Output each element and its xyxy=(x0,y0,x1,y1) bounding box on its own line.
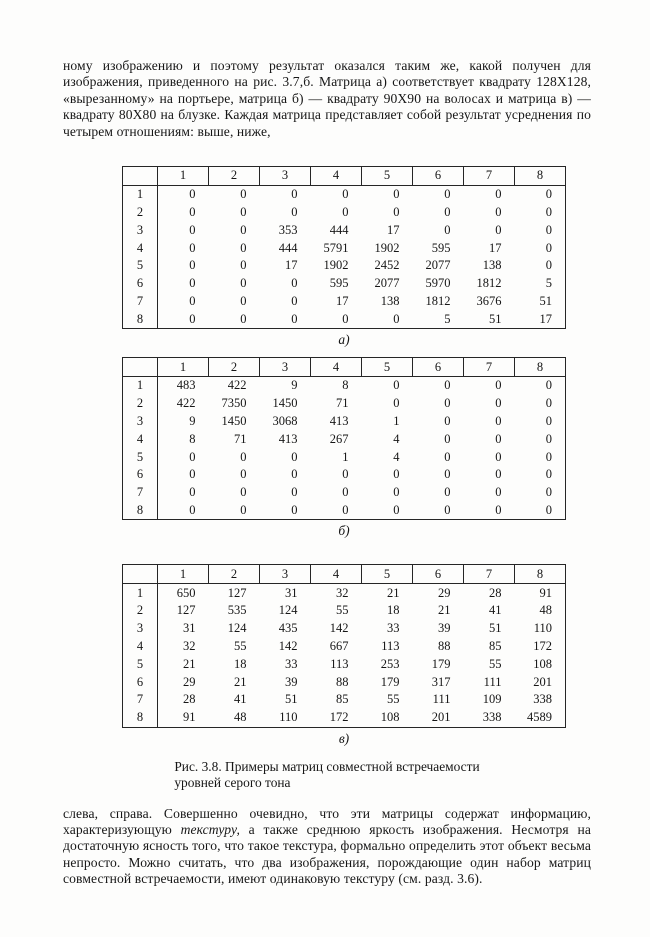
matrix-cell: 108 xyxy=(380,710,400,725)
matrix-cell: 0 xyxy=(393,396,400,411)
matrix-cell: 0 xyxy=(189,187,196,202)
matrix-cell: 138 xyxy=(380,294,400,308)
matrix-cell: 18 xyxy=(234,656,247,671)
matrix-cell: 55 xyxy=(336,603,349,618)
matrix-cell: 127 xyxy=(227,585,247,600)
matrix-row xyxy=(123,377,566,395)
matrix-row-header: 1 xyxy=(123,185,158,203)
matrix-cell: 1902 xyxy=(323,258,349,273)
matrix-cell: 413 xyxy=(329,413,349,428)
matrix-cell: 0 xyxy=(495,431,502,446)
matrix-cell: 21 xyxy=(234,674,247,689)
matrix-cell: 0 xyxy=(240,294,247,308)
matrix-corner-cell xyxy=(123,167,158,186)
matrix-cell: 0 xyxy=(495,467,502,482)
matrix-cell: 253 xyxy=(380,656,400,671)
matrix-cell: 0 xyxy=(240,467,247,482)
matrix-cell: 0 xyxy=(444,205,451,220)
matrix-row xyxy=(123,602,566,620)
matrix-cell: 0 xyxy=(342,467,349,482)
matrix-cell: 39 xyxy=(285,674,298,689)
cooccurrence-matrix-a xyxy=(122,166,566,329)
matrix-cell: 353 xyxy=(278,222,298,237)
matrix-cell: 85 xyxy=(489,638,502,653)
matrix-row-header: 4 xyxy=(123,638,158,656)
matrix-cell: 0 xyxy=(240,205,247,220)
matrix-cell: 142 xyxy=(329,621,349,636)
matrix-cell: 5 xyxy=(545,276,552,291)
matrix-cell: 21 xyxy=(387,585,400,600)
matrix-cell: 7350 xyxy=(221,396,247,411)
matrix-cell: 2452 xyxy=(374,258,400,273)
matrix-cell: 32 xyxy=(336,585,349,600)
matrix-cell: 109 xyxy=(482,692,502,707)
matrix-block-a xyxy=(63,166,591,348)
matrix-cell: 0 xyxy=(240,485,247,500)
matrix-row xyxy=(123,691,566,709)
matrix-cell: 0 xyxy=(189,311,196,326)
matrix-row xyxy=(123,221,566,239)
matrix-cell: 0 xyxy=(342,205,349,220)
matrix-cell: 0 xyxy=(342,187,349,202)
matrix-col-header: 3 xyxy=(260,565,311,584)
matrix-row-header: 1 xyxy=(123,584,158,602)
matrix-cell: 0 xyxy=(444,378,451,393)
matrix-cell: 0 xyxy=(189,449,196,464)
matrix-cell: 0 xyxy=(189,222,196,237)
matrix-cell: 0 xyxy=(291,449,298,464)
figure-3-8 xyxy=(63,166,591,792)
matrix-cell: 0 xyxy=(495,396,502,411)
matrix-col-header: 4 xyxy=(311,167,362,186)
matrix-row-header: 6 xyxy=(123,466,158,484)
matrix-cell: 595 xyxy=(329,276,349,291)
matrix-cell: 0 xyxy=(444,502,451,517)
matrix-cell: 0 xyxy=(545,187,552,202)
matrix-cell: 124 xyxy=(278,603,298,618)
matrix-row xyxy=(123,430,566,448)
matrix-cell: 55 xyxy=(234,638,247,653)
matrix-cell: 0 xyxy=(495,205,502,220)
matrix-cell: 0 xyxy=(291,467,298,482)
matrix-label-a: а) xyxy=(338,332,350,348)
matrix-cell: 0 xyxy=(545,205,552,220)
matrix-cell: 91 xyxy=(183,710,196,725)
matrix-cell: 9 xyxy=(189,413,196,428)
matrix-cell: 48 xyxy=(234,710,247,725)
matrix-row-header: 6 xyxy=(123,673,158,691)
matrix-cell: 3676 xyxy=(476,294,502,308)
matrix-cell: 483 xyxy=(176,378,196,393)
matrix-row xyxy=(123,584,566,602)
matrix-cell: 113 xyxy=(381,638,400,653)
matrix-cell: 0 xyxy=(189,240,196,255)
matrix-cell: 0 xyxy=(545,449,552,464)
matrix-col-header: 8 xyxy=(515,565,566,584)
matrix-col-header: 5 xyxy=(362,167,413,186)
matrix-cell: 0 xyxy=(545,467,552,482)
matrix-cell: 0 xyxy=(240,502,247,517)
matrix-row-header: 5 xyxy=(123,655,158,673)
matrix-cell: 535 xyxy=(227,603,247,618)
matrix-cell: 41 xyxy=(234,692,247,707)
matrix-col-header: 2 xyxy=(209,358,260,377)
matrix-cell: 31 xyxy=(285,585,298,600)
matrix-cell: 444 xyxy=(278,240,298,255)
matrix-cell: 201 xyxy=(533,674,552,689)
matrix-cell: 0 xyxy=(240,240,247,255)
matrix-cell: 0 xyxy=(240,258,247,273)
matrix-row xyxy=(123,310,566,328)
matrix-row xyxy=(123,448,566,466)
matrix-label-v: в) xyxy=(338,730,350,746)
matrix-cell: 17 xyxy=(285,258,298,273)
matrix-cell: 17 xyxy=(489,240,502,255)
matrix-cell: 0 xyxy=(189,276,196,291)
matrix-row-header: 8 xyxy=(123,502,158,520)
matrix-cell: 0 xyxy=(393,311,400,326)
matrix-cell: 0 xyxy=(545,396,552,411)
matrix-cell: 0 xyxy=(495,378,502,393)
matrix-row-header: 5 xyxy=(123,257,158,275)
matrix-row-header: 2 xyxy=(123,204,158,222)
matrix-row-header: 7 xyxy=(123,484,158,502)
paragraph-top: ному изображению и поэтому результат оказался таким же, какой получен для изображения, приведенного на рис. 3.7,б. Матрица а) соответствует квадрату 128X128, «вырезанному» на портьере, матрица б) — квадрату 90X90 на волосах и матрица в) — квадрату 80X80 на блузке. Каждая матрица представляет собой результат усреднения по четырем отношениям: выше, ниже, xyxy=(63,58,591,139)
matrix-row-header: 7 xyxy=(123,691,158,709)
matrix-cell: 595 xyxy=(431,240,451,255)
matrix-cell: 0 xyxy=(444,187,451,202)
matrix-cell: 267 xyxy=(329,431,349,446)
matrix-cell: 33 xyxy=(285,656,298,671)
matrix-cell: 110 xyxy=(533,621,552,636)
matrix-cell: 48 xyxy=(539,603,552,618)
matrix-cell: 422 xyxy=(176,396,196,411)
matrix-cell: 0 xyxy=(240,449,247,464)
matrix-cell: 0 xyxy=(495,187,502,202)
matrix-cell: 85 xyxy=(336,692,349,707)
matrix-cell: 39 xyxy=(438,621,451,636)
matrix-row-header: 6 xyxy=(123,275,158,293)
matrix-row-header: 4 xyxy=(123,430,158,448)
matrix-header-row xyxy=(123,167,566,186)
matrix-cell: 0 xyxy=(393,502,400,517)
matrix-cell: 0 xyxy=(545,258,552,273)
matrix-row xyxy=(123,275,566,293)
matrix-cell: 0 xyxy=(545,502,552,517)
matrix-cell: 18 xyxy=(387,603,400,618)
matrix-cell: 0 xyxy=(189,205,196,220)
matrix-col-header: 6 xyxy=(413,565,464,584)
matrix-cell: 1902 xyxy=(374,240,400,255)
matrix-row-header: 3 xyxy=(123,413,158,431)
matrix-cell: 0 xyxy=(495,449,502,464)
matrix-cell: 0 xyxy=(189,502,196,517)
matrix-cell: 51 xyxy=(489,311,502,326)
matrix-cell: 0 xyxy=(444,431,451,446)
matrix-cell: 138 xyxy=(482,258,502,273)
matrix-cell: 2077 xyxy=(425,258,451,273)
matrix-cell: 0 xyxy=(342,311,349,326)
matrix-col-header: 3 xyxy=(260,167,311,186)
matrix-cell: 17 xyxy=(336,294,349,308)
matrix-cell: 0 xyxy=(342,485,349,500)
matrix-cell: 88 xyxy=(336,674,349,689)
matrix-cell: 0 xyxy=(342,502,349,517)
matrix-cell: 108 xyxy=(533,656,552,671)
matrix-cell: 0 xyxy=(393,187,400,202)
matrix-row xyxy=(123,466,566,484)
matrix-row xyxy=(123,257,566,275)
matrix-row xyxy=(123,638,566,656)
matrix-cell: 55 xyxy=(489,656,502,671)
matrix-cell: 91 xyxy=(539,585,552,600)
matrix-cell: 0 xyxy=(189,294,196,308)
matrix-header-row xyxy=(123,358,566,377)
matrix-row xyxy=(123,293,566,311)
matrix-col-header: 8 xyxy=(515,358,566,377)
matrix-cell: 0 xyxy=(240,276,247,291)
matrix-cell: 0 xyxy=(545,485,552,500)
matrix-row xyxy=(123,620,566,638)
paragraph-bottom-part1: слева, справа. Совершенно очевидно, что эти матрицы содержат информацию, характеризующую xyxy=(63,805,591,837)
matrix-cell: 1812 xyxy=(425,294,451,308)
matrix-cell: 338 xyxy=(482,710,502,725)
figure-caption-line2: уровней серого тона xyxy=(174,775,291,791)
matrix-col-header: 6 xyxy=(413,358,464,377)
matrix-cell: 0 xyxy=(495,222,502,237)
matrix-cell: 0 xyxy=(189,258,196,273)
matrix-cell: 0 xyxy=(545,413,552,428)
matrix-col-header: 1 xyxy=(158,565,209,584)
matrix-col-header: 2 xyxy=(209,565,260,584)
matrix-cell: 0 xyxy=(393,378,400,393)
matrix-cell: 435 xyxy=(278,621,298,636)
matrix-block-b xyxy=(63,357,591,539)
matrix-row-header: 8 xyxy=(123,310,158,328)
matrix-row-header: 3 xyxy=(123,620,158,638)
matrix-col-header: 4 xyxy=(311,358,362,377)
matrix-cell: 29 xyxy=(183,674,196,689)
matrix-cell: 5970 xyxy=(425,276,451,291)
matrix-cell: 422 xyxy=(227,378,247,393)
matrix-col-header: 3 xyxy=(260,358,311,377)
matrix-row-header: 8 xyxy=(123,709,158,727)
matrix-cell: 1450 xyxy=(221,413,247,428)
matrix-cell: 4589 xyxy=(527,710,552,725)
matrix-col-header: 5 xyxy=(362,565,413,584)
matrix-row xyxy=(123,502,566,520)
matrix-cell: 0 xyxy=(393,467,400,482)
matrix-cell: 71 xyxy=(234,431,247,446)
matrix-cell: 55 xyxy=(387,692,400,707)
matrix-cell: 0 xyxy=(189,467,196,482)
matrix-cell: 201 xyxy=(431,710,451,725)
term-texture-italic: текстуру, xyxy=(180,821,240,837)
matrix-row-header: 4 xyxy=(123,239,158,257)
matrix-cell: 71 xyxy=(336,396,349,411)
matrix-cell: 51 xyxy=(285,692,298,707)
matrix-cell: 3068 xyxy=(272,413,298,428)
matrix-cell: 0 xyxy=(291,276,298,291)
matrix-cell: 28 xyxy=(489,585,502,600)
matrix-cell: 0 xyxy=(444,449,451,464)
matrix-cell: 0 xyxy=(495,413,502,428)
matrix-cell: 0 xyxy=(189,485,196,500)
matrix-cell: 9 xyxy=(291,378,298,393)
matrix-cell: 110 xyxy=(279,710,298,725)
matrix-cell: 1 xyxy=(342,449,349,464)
matrix-cell: 111 xyxy=(483,674,502,689)
matrix-cell: 0 xyxy=(240,222,247,237)
matrix-cell: 17 xyxy=(387,222,400,237)
matrix-row-header: 2 xyxy=(123,602,158,620)
matrix-cell: 0 xyxy=(545,378,552,393)
matrix-col-header: 5 xyxy=(362,358,413,377)
figure-caption-line1: Рис. 3.8. Примеры матриц совместной встречаемости xyxy=(174,758,480,774)
matrix-cell: 8 xyxy=(342,378,349,393)
matrix-col-header: 7 xyxy=(464,167,515,186)
matrix-col-header: 2 xyxy=(209,167,260,186)
matrix-cell: 1450 xyxy=(272,396,298,411)
matrix-cell: 5791 xyxy=(323,240,349,255)
figure-caption xyxy=(174,759,479,792)
matrix-corner-cell xyxy=(123,358,158,377)
matrix-cell: 0 xyxy=(444,413,451,428)
matrix-row xyxy=(123,239,566,257)
matrix-row-header: 5 xyxy=(123,448,158,466)
matrix-cell: 0 xyxy=(444,396,451,411)
matrix-cell: 33 xyxy=(387,621,400,636)
matrix-cell: 0 xyxy=(545,431,552,446)
matrix-cell: 0 xyxy=(291,485,298,500)
matrix-label-b: б) xyxy=(338,523,350,539)
matrix-cell: 0 xyxy=(240,187,247,202)
matrix-row-header: 2 xyxy=(123,395,158,413)
matrix-cell: 650 xyxy=(176,585,196,600)
matrix-cell: 4 xyxy=(393,449,400,464)
matrix-cell: 179 xyxy=(380,674,400,689)
matrix-cell: 32 xyxy=(183,638,196,653)
matrix-cell: 0 xyxy=(545,240,552,255)
matrix-row xyxy=(123,204,566,222)
matrix-col-header: 4 xyxy=(311,565,362,584)
matrix-cell: 444 xyxy=(329,222,349,237)
matrix-row xyxy=(123,709,566,727)
matrix-cell: 338 xyxy=(533,692,552,707)
matrix-col-header: 8 xyxy=(515,167,566,186)
matrix-row xyxy=(123,185,566,203)
matrix-cell: 179 xyxy=(431,656,451,671)
matrix-cell: 21 xyxy=(438,603,451,618)
matrix-cell: 111 xyxy=(432,692,451,707)
matrix-block-v xyxy=(63,564,591,746)
matrix-cell: 5 xyxy=(444,311,451,326)
matrix-cell: 88 xyxy=(438,638,451,653)
matrix-row xyxy=(123,395,566,413)
matrix-cell: 0 xyxy=(240,311,247,326)
matrix-corner-cell xyxy=(123,565,158,584)
matrix-cell: 0 xyxy=(291,187,298,202)
matrix-cell: 51 xyxy=(539,294,552,308)
matrix-cell: 1 xyxy=(393,413,400,428)
matrix-cell: 31 xyxy=(183,621,196,636)
matrix-row-header: 1 xyxy=(123,377,158,395)
matrix-cell: 0 xyxy=(444,222,451,237)
matrix-cell: 41 xyxy=(489,603,502,618)
matrix-cell: 124 xyxy=(227,621,247,636)
matrix-row-header: 7 xyxy=(123,293,158,311)
matrix-col-header: 6 xyxy=(413,167,464,186)
matrix-cell: 172 xyxy=(533,638,552,653)
matrix-cell: 172 xyxy=(329,710,349,725)
matrix-cell: 28 xyxy=(183,692,196,707)
matrix-cell: 413 xyxy=(278,431,298,446)
matrix-cell: 0 xyxy=(495,485,502,500)
matrix-cell: 0 xyxy=(444,485,451,500)
matrix-cell: 0 xyxy=(291,502,298,517)
matrix-cell: 21 xyxy=(183,656,196,671)
matrix-cell: 113 xyxy=(330,656,349,671)
matrix-cell: 29 xyxy=(438,585,451,600)
matrix-col-header: 7 xyxy=(464,358,515,377)
matrix-cell: 127 xyxy=(176,603,196,618)
matrix-cell: 0 xyxy=(291,311,298,326)
matrix-cell: 667 xyxy=(329,638,349,653)
matrix-cell: 0 xyxy=(393,485,400,500)
matrix-cell: 0 xyxy=(545,222,552,237)
matrix-cell: 142 xyxy=(278,638,298,653)
matrix-cell: 0 xyxy=(393,205,400,220)
matrix-header-row xyxy=(123,565,566,584)
cooccurrence-matrix-v xyxy=(122,564,566,727)
matrix-row xyxy=(123,655,566,673)
matrix-cell: 17 xyxy=(539,311,552,326)
matrix-cell: 8 xyxy=(189,431,196,446)
matrix-cell: 0 xyxy=(495,502,502,517)
matrix-cell: 1812 xyxy=(476,276,502,291)
matrix-cell: 0 xyxy=(291,205,298,220)
paragraph-bottom-part2: а также среднюю яркость изображения. Несмотря на достаточную ясность того, что такое текстура, формально определить этот объект весьма непросто. Можно считать, что два изображения, порождающие один набор матриц совместной встречаемости, имеют одинаковую текстуру (см. разд. 3.6). xyxy=(63,821,591,887)
matrix-row xyxy=(123,484,566,502)
matrix-cell: 0 xyxy=(444,467,451,482)
matrix-cell: 317 xyxy=(431,674,451,689)
matrix-col-header: 1 xyxy=(158,358,209,377)
cooccurrence-matrix-b xyxy=(122,357,566,520)
matrix-cell: 0 xyxy=(291,294,298,308)
matrix-row xyxy=(123,413,566,431)
matrix-cell: 2077 xyxy=(374,276,400,291)
matrix-col-header: 1 xyxy=(158,167,209,186)
matrix-row-header: 3 xyxy=(123,221,158,239)
matrix-row xyxy=(123,673,566,691)
paragraph-bottom xyxy=(63,806,591,888)
matrix-cell: 4 xyxy=(393,431,400,446)
matrix-cell: 51 xyxy=(489,621,502,636)
matrix-col-header: 7 xyxy=(464,565,515,584)
